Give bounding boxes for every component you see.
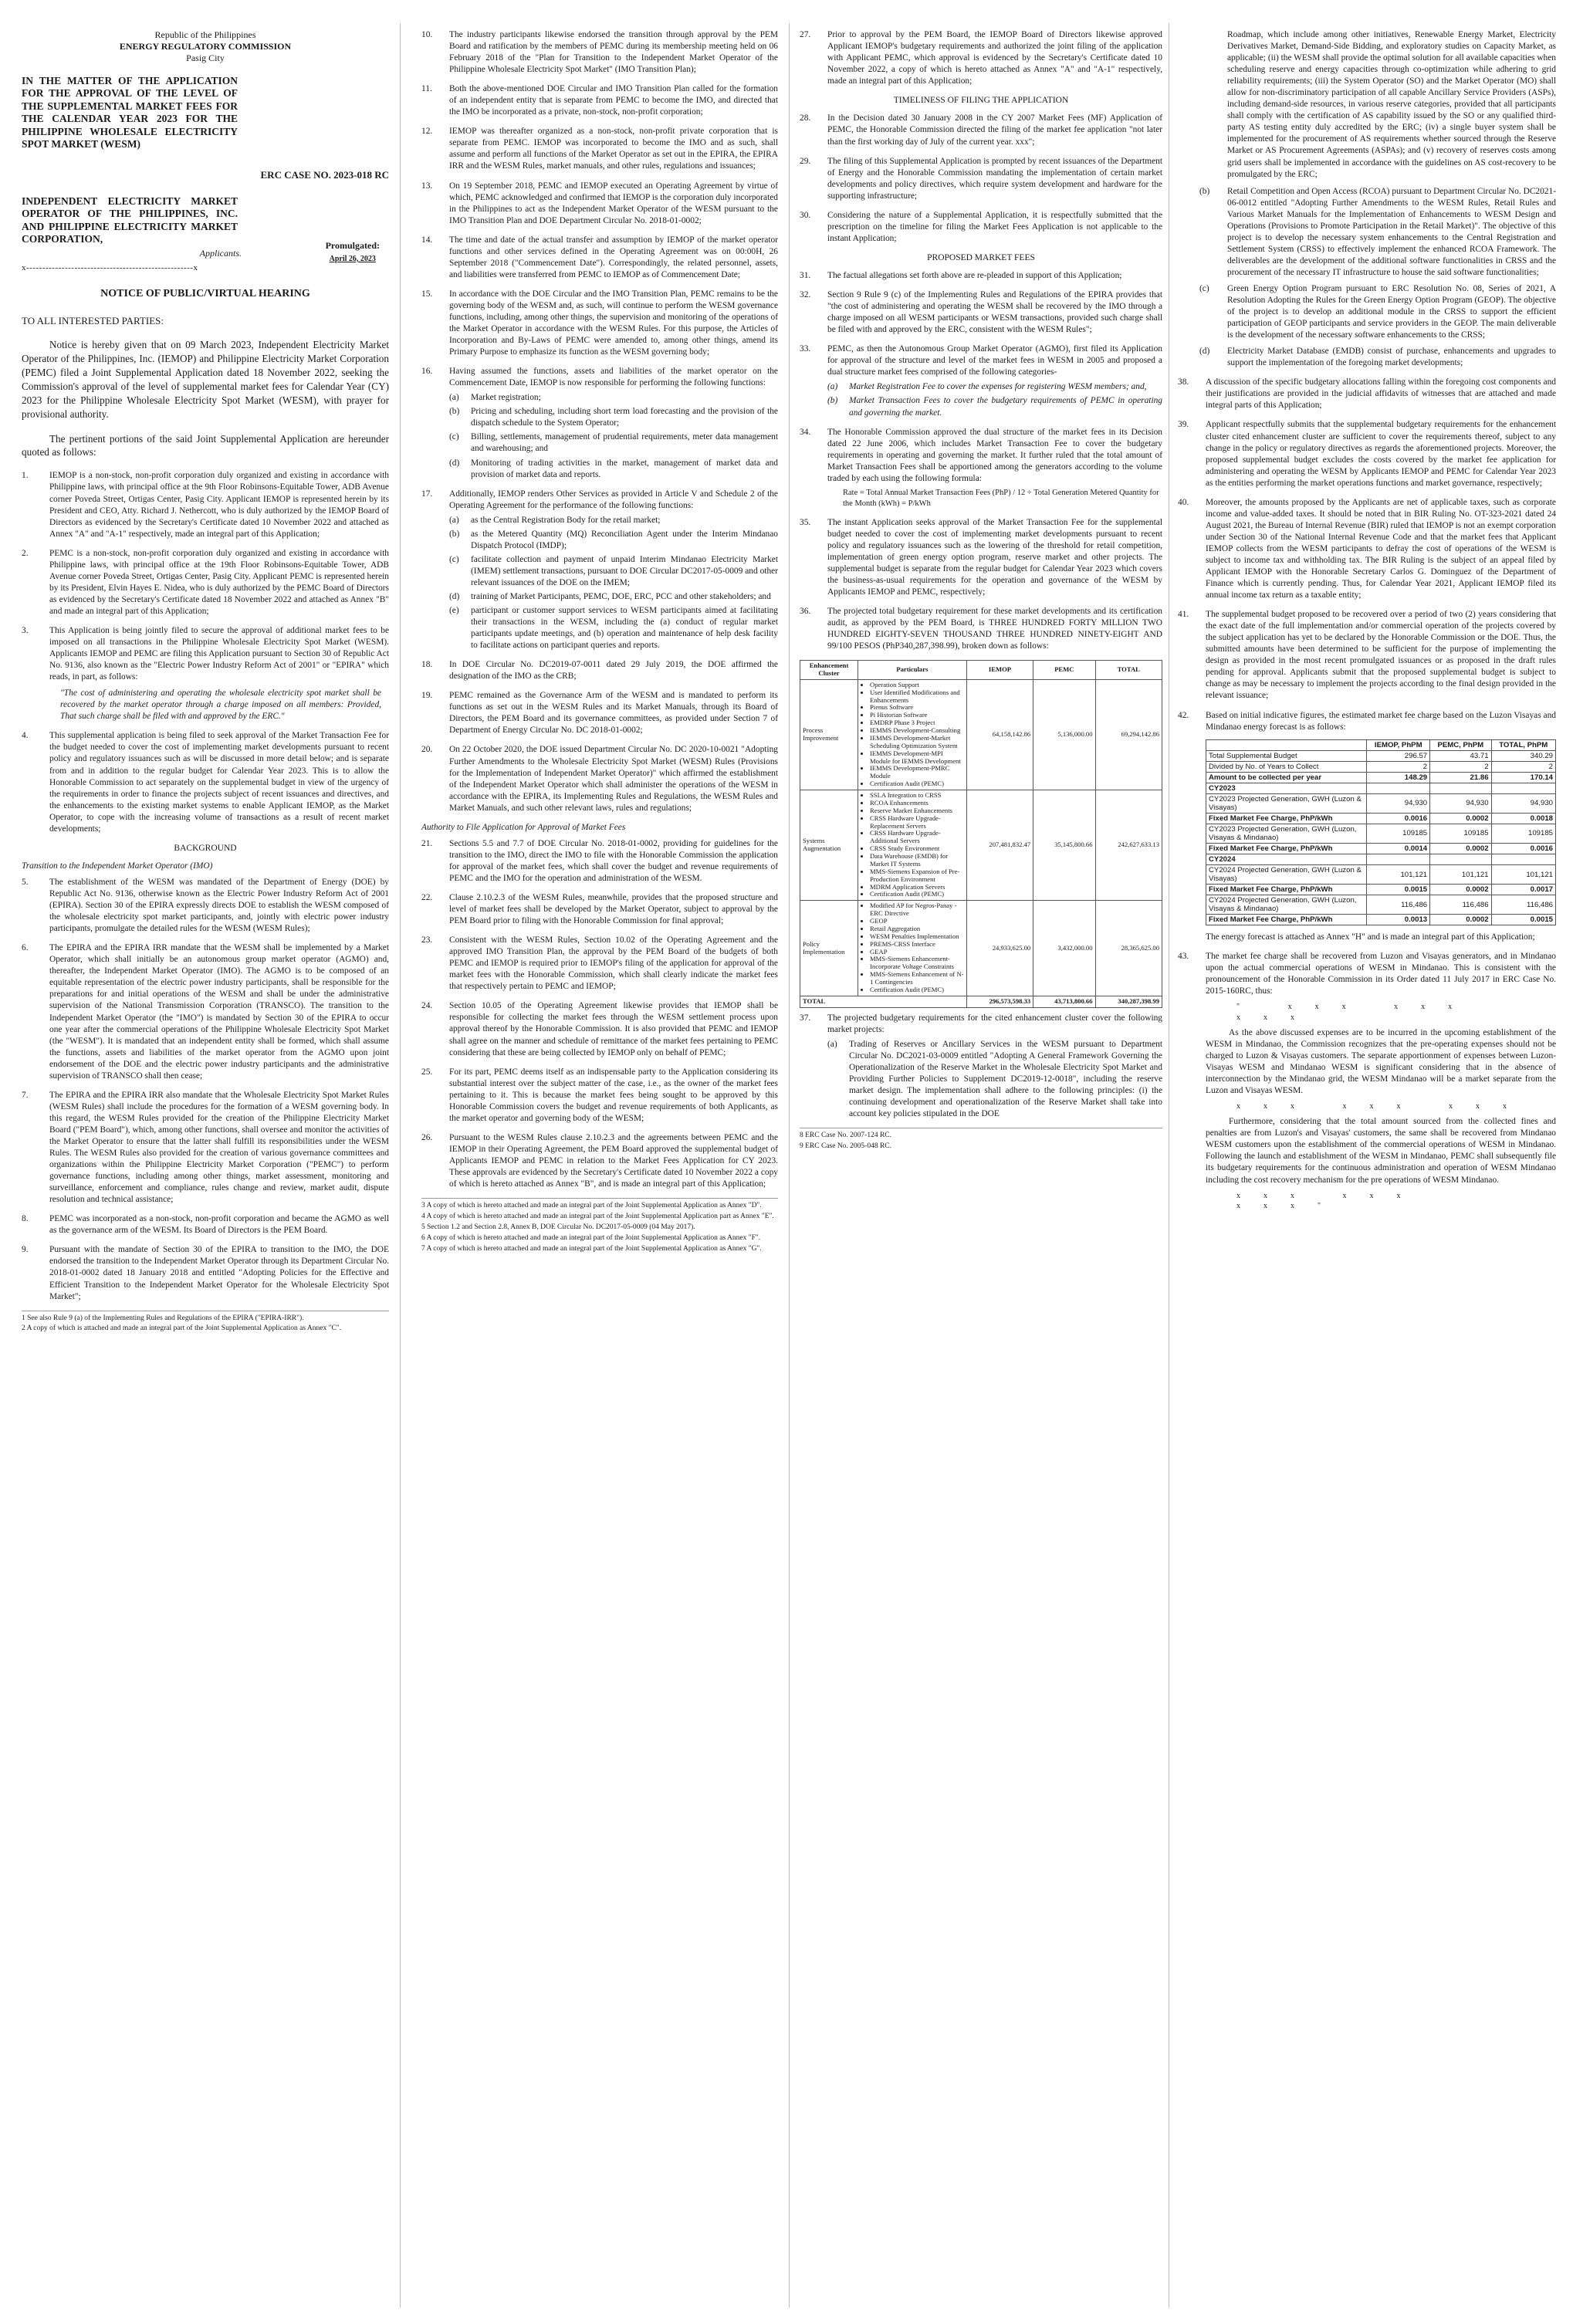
numbered-item: 23. Consistent with the WESM Rules, Section 10.02 of the Operating Agreement and the approved IMO Transition Plan, the approval by the PEM Board of the budgets of both PEMC and IEMOP is required prior to IEMOP's filing of the application for approval of the market fees with the Honorable Commission, which shall clearly indicate the market fees that respectively pertain to PEMC and IEMOP; bbox=[421, 935, 778, 993]
numbered-item: 31. The factual allegations set forth above are re-pleaded in support of this Application; bbox=[800, 270, 1162, 282]
table-row bbox=[1206, 843, 1556, 854]
table-row bbox=[1206, 813, 1556, 824]
column-4 bbox=[1178, 29, 1556, 1219]
pemc-cell: 0.0002 bbox=[1430, 915, 1491, 925]
list-item: • Modified AP for Negros-Panay - ERC Directive bbox=[870, 902, 964, 918]
item-text: This supplemental application is being filed to seek approval of the Market Transaction Fee for the budget needed to cover the cost of implementing market developments pursuant to recent policy and regulatory issuances such as will be discussed in more detail below; and is separate from and in addition to the regular budget for Calendar Year 2023. This is to allow the Honorable Commission to act separately on the supplemental budget in view of the urgency of the requirements in order to finance the projects subject of recent issuances and directives, and the enhancements to the existing market systems to enable Applicant IEMOP, as the Market Operator, to cope with the increasing volume of transactions as a result of recent market developments; bbox=[49, 731, 389, 834]
quoted-order-paragraph: As the above discussed expenses are to be incurred in the upcoming establishment of the WESM in Mindanao, the Commission recognizes that the pre-operating expenses should not be charged to Luzon & Visayas customers. The separate apportionment of expenses between Luzon-Visayas WESM and Mindanao WESM is significant considering that in the absence of interconnection by the Mindanao grid, the WESM Mindanao will be a market separate from the Luzon and Visayas WESM. bbox=[1206, 1027, 1556, 1096]
footnotes bbox=[22, 1311, 389, 1335]
item-text: PEMC, as then the Autonomous Group Market Operator (AGMO), first filed its Application for approval of the structure and level of the market fees in WESM in 2005 and proposed a dual structure market fees comprised of the following categories- bbox=[827, 344, 1162, 377]
item-text: On 19 September 2018, PEMC and IEMOP executed an Operating Agreement by virtue of which, PEMC acknowledged and confirmed that IEMOP is the corporation duly incorporated in the Philippines to act as the Independent Market Operator of the WESM pursuant to the IMO Transition Plan and DOE Department Circular No. 2018-01-0002; bbox=[449, 181, 778, 225]
parties-block bbox=[22, 195, 389, 263]
iemop-cell: 0.0014 bbox=[1367, 843, 1430, 854]
numbered-item: 11. Both the above-mentioned DOE Circular and IMO Transition Plan called for the formation of an independent entity that is separate from PEMC to become the IMO, and directed that the IMO be incorporated as a private, non-stock, non-profit corporation; bbox=[421, 83, 778, 118]
row-label: Fixed Market Fee Charge, PhP/kWh bbox=[1206, 885, 1367, 895]
column-header: IEMOP, PhPM bbox=[1367, 739, 1430, 750]
header-agency: ENERGY REGULATORY COMMISSION bbox=[119, 41, 292, 52]
cluster-cell: Process Improvement bbox=[800, 679, 858, 790]
total-label: TOTAL bbox=[800, 996, 967, 1007]
numbered-item: 33. PEMC, as then the Autonomous Group Market Operator (AGMO), first filed its Application for approval of the structure and level of the market fees in WESM in 2005 and proposed a dual structure market fees comprised of the following categories- (a) Market Registration Fee to cover the expenses for registering WESM members; and, (b) Market Transaction Fees to cover the budgetary requirements of PEMC in operating and governing the market. bbox=[800, 343, 1162, 418]
list-item: • Certification Audit (PEMC) bbox=[870, 891, 964, 898]
numbered-item: 32. Section 9 Rule 9 (c) of the Implementing Rules and Regulations of the EPIRA provides that "the cost of administering and operating the WESM shall be recovered by the IMO through a charge imposed on all WESM participants or WESM transactions, provided such charge shall be filed with and approved by the ERC, consistent with the WESM Rules"; bbox=[800, 289, 1162, 336]
item-text: For its part, PEMC deems itself as an indispensable party to the Application considering its substantial interest over the subject matter of the case, i.e., as the owner of the market fees pertaining to it. This is because the market fees being sought to be approved by this Honorable Commission covers the budget and revenue requirements of both Applicants, as the market operator and governing body of the WESM; bbox=[449, 1067, 778, 1123]
sub-list bbox=[449, 392, 778, 480]
subsection-heading: Transition to the Independent Market Operator (IMO) bbox=[22, 861, 213, 871]
total-cell: 0.0017 bbox=[1491, 885, 1555, 895]
sub-item: (d) Monitoring of trading activities in the market, management of market data and provision of market data and reports. bbox=[449, 458, 778, 479]
market-fee-table bbox=[1206, 739, 1556, 926]
item-text: Prior to approval by the PEM Board, the IEMOP Board of Directors likewise approved Applicant IEMOP's budgetary requirements and authorized the joint filing of the application with Applicant PEMC, which approval is evidenced by the Secretary's Certificate dated 10 November 2022, a copy of which is hereto attached as Annex "A" and "A-1" respectively, made an integral part of this Application; bbox=[827, 30, 1162, 86]
footnote: 5 Section 1.2 and Section 2.8, Annex B, DOE Circular No. DC2017-05-0009 (04 May 2017). bbox=[421, 1223, 695, 1231]
sub-item: (b) Market Transaction Fees to cover the budgetary requirements of PEMC in operating and governing the market. bbox=[827, 396, 1162, 418]
pemc-cell: 0.0002 bbox=[1430, 885, 1491, 895]
pemc-cell bbox=[1430, 783, 1491, 793]
table-row bbox=[1206, 854, 1556, 864]
list-item: • CRSS Hardware Upgrade-Replacement Servers bbox=[870, 815, 964, 830]
list-item: • Certification Audit (PEMC) bbox=[870, 986, 964, 994]
table-row bbox=[800, 679, 1162, 790]
item-text: The establishment of the WESM was mandated of the Department of Energy (DOE) by Republic Act No. 9136, otherwise known as the Electric Power Industry Reform Act of 2001 (EPIRA). Section 30 of the EPIRA expressly directs DOE to establish the WESM composed of the wholesale electricity spot market participants, and, jointly with electric power industry participants, promulgate the detailed rules for the WESM (WESM Rules); bbox=[49, 878, 389, 934]
row-label: CY2023 bbox=[1206, 783, 1367, 793]
list-item: • IEMMS Development-MPI Module for IEMMS Development bbox=[870, 750, 964, 766]
item-text: IEMOP is a non-stock, non-profit corporation duly organized and existing in accordance with Philippine laws, with principal office at the 9th Floor Robinsons-Equitable Tower, ADB Avenue corner Poveda Street, Ortigas Center, Pasig City. Applicant IEMOP is represented herein by its President and CEO, Atty. Richard J. Nethercott, who is duly authorized by the IEMOP Board of Directors as evidenced by the Secretary's Certificate dated 10 November 2022 and attached as Annex "A" and "A-1" respectively, made an integral part of this Application; bbox=[49, 471, 389, 539]
particulars-cell bbox=[858, 790, 967, 901]
table-row bbox=[1206, 885, 1556, 895]
sub-item-text: Electricity Market Database (EMDB) consist of purchase, enhancements and upgrades to support the implementation of the foregoing market developments; bbox=[1227, 347, 1556, 368]
list-item: • Data Warehouse (EMDB) for Market IT Systems bbox=[870, 853, 964, 868]
iemop-cell: 94,930 bbox=[1367, 793, 1430, 813]
item-continuation: Roadmap, which include among other initiatives, Renewable Energy Market, Electricity Derivatives Market, Demand-Side Bidding, and exploratory studies on Capacity Market, as applicable; (ii) the WESM shall provide the optimal solution for all available capacities when scheduling reserve and energy capacities through co-optimization while adhering to grid reliability requirements; (iii) the System Operator (SO) and the Market Operator (MO) shall allow for non-discriminatory participation of all capable Ancillary Service Providers (ASPs), including demand-side resources, in various reserve categories, provided that all participants shall comply with the certification of AS capability issued by the SO or any qualified third-party AS testing entity duly accredited by the ERC; (iv) a single buyer system shall be implemented for the procurement of AS requirements whether sourced through the Reserve Market or AS Procurement Agreements (ASPAs); and (v) recovery of reserves costs among grid users shall be implemented in accordance with the guidelines on AS cost-recovery to be promulgated by the ERC; bbox=[1227, 30, 1556, 179]
footnote: 3 A copy of which is hereto attached and made an integral part of the Joint Supplemental Application as Annex "D". bbox=[421, 1202, 762, 1210]
total-cell: 94,930 bbox=[1491, 793, 1555, 813]
sub-list bbox=[449, 515, 778, 652]
item-text: Consistent with the WESM Rules, Section 10.02 of the Operating Agreement and the approved IMO Transition Plan, the approval by the PEM Board of the budgets of both PEMC and IEMOP is required prior to IEMOP's filing of the application for approval of the market fees with the Honorable Commission, which shall clearly indicate the market fees that respectively pertain to PEMC and IEMOP; bbox=[449, 935, 778, 992]
numbered-item: 7. The EPIRA and the EPIRA IRR also mandate that the Wholesale Electricity Spot Market Rules (WESM Rules) shall include the procedures for the formation of a WESM governing body. In this regard, the WESM Rules provided for the creation of the Philippine Electricity Market Board ("PEM Board"), which, among other functions, shall oversee and monitor the activities of the Market Operator to ensure that the latter shall fulfill its responsibilities under the WESM Rules. The WESM Rules also provided for the creation of various governance committees and organizations within the Philippine Electricity Market Corporation ("PEMC") to perform governance functions, including among other things, market assessment, monitoring and surveillance, enforcement and compliance, rules change and review, market audit, dispute resolution and technical assistance; bbox=[22, 1090, 389, 1206]
total-cell bbox=[1491, 783, 1555, 793]
pemc-cell: 21.86 bbox=[1430, 772, 1491, 783]
total-cell: 28,365,625.00 bbox=[1095, 901, 1162, 996]
sub-item: (a) Market Registration Fee to cover the expenses for registering WESM members; and, bbox=[827, 382, 1147, 392]
numbered-item: 3. This Application is being jointly filed to secure the approval of additional market fees to be imposed on all transactions in the Philippine Wholesale Electricity Spot Market (WESM). Applicants IEMOP and PEMC are filing this Application pursuant to Section 30 of Republic Act No. 9136, also known as the "Electric Power Industry Reform Act of 2001" or "EPIRA" which reads, in part, as follows: "The cost of administering and operating the wholesale electricity spot market shall be recovered by the market operator through a charge imposed on all members: Provided, That such charge shall be filed with and approved by the ERC." bbox=[22, 625, 389, 722]
numbered-item: 20. On 22 October 2020, the DOE issued Department Circular No. DC 2020-10-0021 "Adopting Further Amendments to the Wholesale Electricity Spot Market (WESM) Rules (Provisions for the Implementation of Independent Market Operator)" which affirmed the establishment of the Independent Market Operator which shall administer the operations of the WESM in accordance with the EPIRA, its Implementing Rules and Regulations, the WESM Rules and Market Manuals, and such other relevant laws, rules and regulations; bbox=[421, 744, 778, 814]
numbered-item: 34. The Honorable Commission approved the dual structure of the market fees in its Decision dated 22 June 2006, which includes Market Transaction Fee to cover the budgetary requirements in operating and governing the market. It further ruled that the total amount of Market Transaction Fees shall be apportioned among the generators according to the volume traded by each using the following formula: Rate = Total Annual Market Transaction Fees (PhP) / 12 ÷ Total Generation Metered Quantity for the Month (kWh) = P/kWh bbox=[800, 427, 1162, 508]
numbered-item: 10. The industry participants likewise endorsed the transition through approval by the PEM Board and ratification by the members of PEMC during its membership meeting held on 06 February 2018 of the "Plan for Transition to the Independent Market Operator of the Philippine Wholesale Electricity Spot Market" (IMO Transition Plan); bbox=[421, 29, 778, 76]
numbered-item: 27. Prior to approval by the PEM Board, the IEMOP Board of Directors likewise approved Applicant IEMOP's budgetary requirements and authorized the joint filing of the application with Applicant PEMC, which approval is evidenced by the Secretary's Certificate dated 10 November 2022, a copy of which is hereto attached as Annex "A" and "A-1" respectively, made an integral part of this Application; bbox=[800, 29, 1162, 87]
particulars-cell bbox=[858, 901, 967, 996]
numbered-item: 37. The projected budgetary requirements for the cited enhancement cluster cover the following market projects: (a) Trading of Reserves or Ancillary Services in the WESM pursuant to Department Circular No. DC2021-03-0009 entitled "Adopting A General Framework Governing the Operationalization of the Reserve Market in the Wholesale Electricity Spot Market and Providing Further Policies to Supplement DC2019-12-0018", including the reserve market design. The implementation shall adhere to the following principles: (i) the continuing development and operationalization of the Reserve Market shall take into account key policies stipulated in the DOE bbox=[800, 1013, 1162, 1120]
numbered-item: 29. The filing of this Supplemental Application is prompted by recent issuances of the Department of Energy and the Honorable Commission mandating the implementation of certain market developments and policy directives, which require system development and hardware for the supporting infrastructure; bbox=[800, 156, 1162, 202]
row-label: Divided by No. of Years to Collect bbox=[1206, 761, 1367, 772]
pemc-cell: 94,930 bbox=[1430, 793, 1491, 813]
list-item: • EMDRP Phase 3 Project bbox=[870, 719, 964, 727]
total-cell: 242,627,633.13 bbox=[1095, 790, 1162, 901]
subsection-heading: Authority to File Application for Approval of Market Fees bbox=[421, 822, 626, 832]
list-item: • IEMMS Development-Consulting bbox=[870, 727, 964, 735]
item-text: The time and date of the actual transfer and assumption by IEMOP of the market operator functions and other services defined in the Operating Agreement was on 00:00H, 26 September 2018 ("Commencement Date"). Correspondingly, the related personnel, assets, and liabilities were transferred from PEMC to IEMOP as of Commencement Date; bbox=[449, 235, 778, 279]
notice-paragraph: Notice is hereby given that on 09 March 2023, Independent Electricity Market Operator of the Philippines, Inc. (IEMOP) and Philippine Electricity Market Corporation (PEMC) filed a Joint Supplemental Application dated 18 November 2022, seeking the Commission's approval of the level of supplemental market fees for Calendar Year (CY) 2023 for the Philippine Wholesale Electricity Spot Market (WESM), with prayer for provisional authority. bbox=[22, 338, 389, 420]
pemc-cell: 35,145,800.66 bbox=[1033, 790, 1095, 901]
list-item: • GEOP bbox=[870, 918, 964, 925]
column-header: TOTAL bbox=[1095, 661, 1162, 680]
numbered-item: 18. In DOE Circular No. DC2019-07-0011 dated 29 July 2019, the DOE affirmed the designation of the IMO as the CRB; bbox=[421, 659, 778, 682]
cluster-cell: Policy Implementation bbox=[800, 901, 858, 996]
total-iemop: 296,573,598.33 bbox=[966, 996, 1033, 1007]
column-header: Particulars bbox=[858, 661, 967, 680]
sub-item: (b) Pricing and scheduling, including short term load forecasting and the provision of the dispatch schedule to the System Operator; bbox=[449, 407, 778, 428]
pemc-cell: 5,136,000.00 bbox=[1033, 679, 1095, 790]
parties-names: INDEPENDENT ELECTRICITY MARKET OPERATOR OF THE PHILIPPINES, INC. AND PHILIPPINE ELECTRICITY MARKET CORPORATION, bbox=[22, 195, 238, 245]
numbered-item: 16. Having assumed the functions, assets and liabilities of the market operator on the Commencement Date, IEMOP is now responsible for performing the following functions: (a) Market registration; (b) Pricing and scheduling, including short term load forecasting and the provision of the dispatch schedule to the System Operator; (c) Billing, settlements, management of prudential requirements, meter data management and warehousing; and (d) Monitoring of trading activities in the market, management of market data and provision of market data and reports. bbox=[421, 366, 778, 480]
sub-item: (a) Trading of Reserves or Ancillary Services in the WESM pursuant to Department Circular No. DC2021-03-0009 entitled "Adopting A General Framework Governing the Operationalization of the Reserve Market in the Wholesale Electricity Spot Market and Providing Further Policies to Supplement DC2019-12-0018", including the reserve market design. The implementation shall adhere to the following principles: (i) the continuing development and operationalization of the Reserve Market shall take into account key policies stipulated in the DOE bbox=[827, 1039, 1162, 1119]
total-cell: 69,294,142.86 bbox=[1095, 679, 1162, 790]
column-header: PEMC bbox=[1033, 661, 1095, 680]
item-text: On 22 October 2020, the DOE issued Department Circular No. DC 2020-10-0021 "Adopting Further Amendments to the Wholesale Electricity Spot Market (WESM) Rules (Provisions for the Implementation of Independent Market Operator)" which affirmed the establishment of the Independent Market Operator which shall administer the operations of the WESM in accordance with the EPIRA, its Implementing Rules and Regulations, the WESM Rules and Market Manuals, and such other relevant laws, rules and regulations; bbox=[449, 745, 778, 813]
table-row bbox=[1206, 761, 1556, 772]
item-text: Clause 2.10.2.3 of the WESM Rules, meanwhile, provides that the proposed structure and level of market fees shall be developed by the Market Operator, subject to approval by the PEM Board prior to filing with the Honorable Commission for final approval; bbox=[449, 893, 778, 926]
sub-item: (b) as the Metered Quantity (MQ) Reconciliation Agent under the Interim Mindanao Dispatch Protocol (IMDP); bbox=[449, 529, 778, 550]
list-item: • IEMMS Development-Market Scheduling Optimization System bbox=[870, 735, 964, 750]
table-row bbox=[800, 790, 1162, 901]
case-number: ERC CASE NO. 2023-018 RC bbox=[260, 168, 389, 181]
notice-title: NOTICE OF PUBLIC/VIRTUAL HEARING bbox=[100, 288, 310, 300]
promulgated-block bbox=[326, 240, 380, 265]
item-text: PEMC remained as the Governance Arm of the WESM and is mandated to perform its functions as set out in the WESM Rules and its Market Manuals, through its Board of Directors, the PEM Board and its governance committees, as provided under Section 7 of Department of Energy Circular No. DC 2018-01-0002; bbox=[449, 691, 778, 736]
list-item: • CRSS Study Environment bbox=[870, 845, 964, 853]
numbered-item: 24. Section 10.05 of the Operating Agreement likewise provides that IEMOP shall be responsible for collecting the market fees through the WESM settlement process upon approval thereof by the Honorable Commission. It is also provided that PEMC and IEMOP shall agree on the manner and schedule of remittance of the market fees pertaining to PEMC considering that these are being collected by IEMOP only on behalf of PEMC; bbox=[421, 1000, 778, 1058]
iemop-cell: 116,486 bbox=[1367, 895, 1430, 915]
pemc-cell: 101,121 bbox=[1430, 865, 1491, 885]
item-text: In accordance with the DOE Circular and the IMO Transition Plan, PEMC remains to be the governing body of the WESM and, as such, will continue to perform the WESM governance functions, including, among other things, the supervision and monitoring of the operations of the Market Operator in accordance with the WESM Rules. For this purpose, the Articles of Incorporation and By-Laws of PEMC were amended to, among other things, amend its Primary Purpose to emphasize its function as the WESM governing body; bbox=[449, 289, 778, 357]
list-item: • WESM Penalties Implementation bbox=[870, 933, 964, 941]
numbered-item: 12. IEMOP was thereafter organized as a non-stock, non-profit private corporation that is separate from PEMC. IEMOP was incorporated to become the IMO and as such, shall assume and perform all functions of the Market Operator as set out in the EPIRA, the EPIRA IRR and the WESM Rules, market manuals, and other rules, regulations and issuances; bbox=[421, 126, 778, 172]
total-cell: 101,121 bbox=[1491, 865, 1555, 885]
total-cell: 116,486 bbox=[1491, 895, 1555, 915]
header-republic: Republic of the Philippines bbox=[154, 29, 256, 40]
total-cell: 170.14 bbox=[1491, 772, 1555, 783]
list-item: • SSLA Integration to CRSS bbox=[870, 792, 964, 800]
list-item: • Retail Aggregation bbox=[870, 925, 964, 933]
row-label: CY2024 Projected Generation, GWH (Luzon, Visayas & Mindanao) bbox=[1206, 895, 1367, 915]
column-header: PEMC, PhPM bbox=[1430, 739, 1491, 750]
ellipsis-marker: " xxx xxx xxx bbox=[1236, 1003, 1476, 1022]
total-total: 340,287,398.99 bbox=[1095, 996, 1162, 1007]
numbered-item: 19. PEMC remained as the Governance Arm of the WESM and is mandated to perform its functions as set out in the WESM Rules and its Market Manuals, through its Board of Directors, the PEM Board and its governance committees, as provided under Section 7 of Department of Energy Circular No. DC 2018-01-0002; bbox=[421, 690, 778, 736]
numbered-item: 30. Considering the nature of a Supplemental Application, it is respectfully submitted that the prescription on the timeline for filing the Market Fees Application is not applicable to the instant Application; bbox=[800, 210, 1162, 245]
rate-formula: Rate = Total Annual Market Transaction Fees (PhP) / 12 ÷ Total Generation Metered Quantity for the Month (kWh) = P/kWh bbox=[843, 488, 1159, 508]
numbered-item: 8. PEMC was incorporated as a non-stock, non-profit corporation and became the AGMO as well as the governance arm of the WESM. Its Board of Directors is the PEM Board. bbox=[22, 1213, 389, 1236]
list-item: • MMS-Siemens Enhancement-Incorporate Voltage Constraints bbox=[870, 956, 964, 971]
table-row bbox=[1206, 865, 1556, 885]
column-divider bbox=[400, 23, 401, 2308]
item-text: PEMC is a non-stock, non-profit corporation duly organized and existing in accordance with Philippine laws, with principal office at the 19th Floor Robinsons-Equitable Tower, ADB Avenue corner Poveda Street, Ortigas Center, Pasig City. Applicant PEMC is represented herein by its President, Elvin Hayes E. Nidea, who is duly authorized by the PEMC Board of Directors as evidenced by the Secretary's Certificate dated 18 November 2022 and attached as Annex "B" and made an integral part of this Application; bbox=[49, 548, 389, 616]
list-item: • Certification Audit (PEMC) bbox=[870, 780, 964, 788]
pemc-cell: 116,486 bbox=[1430, 895, 1491, 915]
sub-item: (d) training of Market Participants, PEMC, DOE, ERC, PCC and other stakeholders; and bbox=[449, 591, 771, 601]
numbered-item: 6. The EPIRA and the EPIRA IRR mandate that the WESM shall be implemented by a Market Operator, which shall initially be an autonomous group market operator (AGMO) and, thereafter, the Independent Market Operator (IMO). The AGMO is to be composed of an equitable representation of the electric power industry participants, shall be responsible for the preparations for and initial operations of the WESM and shall be under the administrative supervision of the National Transmission Corporation (TRANSCO). The transition to the Independent Market Operator (the "IMO") is mandated by Section 30 of the EPIRA to occur one year after the commercial operations of the Philippine Wholesale Electricity Spot Market (the "WESM"). It is mandated that an independent entity shall be formed, which shall assume the functions, assets and liabilities of the market operator from the AGMO upon joint endorsement of the DOE and the electric power industry participants and the administrative supervision of TRANSCO shall then cease; bbox=[22, 942, 389, 1082]
section-heading: TIMELINESS OF FILING THE APPLICATION bbox=[893, 96, 1069, 106]
footnote: 2 A copy of which is attached and made an integral part of the Joint Supplemental Application as Annex "C". bbox=[22, 1324, 342, 1333]
numbered-item: 1. IEMOP is a non-stock, non-profit corporation duly organized and existing in accordance with Philippine laws, with principal office at the 9th Floor Robinsons-Equitable Tower, ADB Avenue corner Poveda Street, Ortigas Center, Pasig City. Applicant IEMOP is represented herein by its President and CEO, Atty. Richard J. Nethercott, who is duly authorized by the IEMOP Board of Directors as evidenced by the Secretary's Certificate dated 10 November 2022 and attached as Annex "A" and "A-1" respectively, made an integral part of this Application; bbox=[22, 470, 389, 540]
numbered-item: 15. In accordance with the DOE Circular and the IMO Transition Plan, PEMC remains to be the governing body of the WESM and, as such, will continue to perform the WESM governance functions, including, among other things, the supervision and monitoring of the operations of the Market Operator in accordance with the WESM Rules. For this purpose, the Articles of Incorporation and By-Laws of PEMC were amended to, among other things, amend its Primary Purpose to emphasize its function as the WESM governing body; bbox=[421, 289, 778, 358]
item-text: Pursuant to the WESM Rules clause 2.10.2.3 and the agreements between PEMC and the IEMOP in their Operating Agreement, the PEM Board approved the supplemental budget of Applicants IEMOP and PEMC in relation to the Market Fees Application for CY 2023. These approvals are evidenced by the Secretary's Certificate dated 10 November 2022 a copy of which is hereto attached as Annex "B", and is made an integral part of this Application; bbox=[449, 1132, 778, 1189]
ellipsis-marker: xxx xxx xxx" bbox=[1236, 1191, 1424, 1210]
sub-item-text: Trading of Reserves or Ancillary Services in the WESM pursuant to Department Circular No. DC2021-03-0009 entitled "Adopting A General Framework Governing the Operationalization of the Reserve Market in the Wholesale Electricity Spot Market and Providing Further Policies to Supplement DC2019-12-0018", including the reserve market design. The implementation shall adhere to the following principles: (i) the continuing development and operationalization of the Reserve Market shall take into account key policies stipulated in the DOE bbox=[849, 1039, 1162, 1119]
footnote: 7 A copy of which is hereto attached and made an integral part of the Joint Supplemental Application as Annex "G". bbox=[421, 1244, 762, 1253]
list-item: • CRSS Hardware Upgrade-Additional Servers bbox=[870, 830, 964, 845]
item-text: PEMC was incorporated as a non-stock, non-profit corporation and became the AGMO as well as the governance arm of the WESM. Its Board of Directors is the PEM Board. bbox=[49, 1214, 389, 1236]
total-cell: 340.29 bbox=[1491, 750, 1555, 761]
table-row bbox=[1206, 895, 1556, 915]
item-text: The instant Application seeks approval of the Market Transaction Fee for the supplemental budget needed to cover the cost of implementing market developments pursuant to recent policy and regulatory issuances such as the lowering of the threshold for retail competition, implementation of green energy option program, reserve market and other projects. The supplemental budget is separate from the regular budget for Calendar Year 2023 which covers the business-as-usual requirements for the operation and governance of the WESM by Applicants IEMOP and PEMC, respectively; bbox=[827, 517, 1162, 597]
numbered-item: 21. Sections 5.5 and 7.7 of DOE Circular No. 2018-01-0002, providing for guidelines for the transition to the IMO, direct the IMO to file with the Honorable Commission the application for approval of the market fees, which shall cover the budget and revenue requirements of PEMC and the IMO for the operation and administration of the WESM. bbox=[421, 838, 778, 885]
numbered-item: 4. This supplemental application is being filed to seek approval of the Market Transaction Fee for the budget needed to cover the cost of implementing market developments pursuant to recent policy and regulatory issuances such as will be discussed in more detail below; and is separate from and in addition to the regular budget for Calendar Year 2023. This is to allow the Honorable Commission to act separately on the supplemental budget in view of the urgency of the requirements in order to finance the projects subject of recent issuances and directives, and the enhancements to the existing market systems to enable Applicant IEMOP, as the Market Operator, to cope with the increasing volume of transactions as a result of recent market developments; bbox=[22, 730, 389, 834]
item-text: Both the above-mentioned DOE Circular and IMO Transition Plan called for the formation of an independent entity that is separate from PEMC to become the IMO, and directed that the IMO be incorporated as a private, non-stock, non-profit corporation; bbox=[449, 84, 778, 117]
section-heading: BACKGROUND bbox=[174, 843, 237, 853]
iemop-cell: 0.0013 bbox=[1367, 915, 1430, 925]
table-row bbox=[1206, 793, 1556, 813]
item-text: The projected budgetary requirements for the cited enhancement cluster cover the following market projects: bbox=[827, 1013, 1162, 1034]
budget-table bbox=[800, 660, 1162, 1008]
list-item: • Operation Support bbox=[870, 682, 964, 689]
table-header-row bbox=[800, 661, 1162, 680]
list-item: • Reserve Market Enhancements bbox=[870, 807, 964, 815]
pemc-cell bbox=[1430, 854, 1491, 864]
total-row bbox=[800, 996, 1162, 1007]
pemc-cell: 3,432,000.00 bbox=[1033, 901, 1095, 996]
sub-item: (a) Market registration; bbox=[449, 393, 541, 403]
list-item: • MMS-Siemens Expansion of Pre-Production Environment bbox=[870, 868, 964, 884]
promulgated-label: Promulgated: bbox=[325, 239, 380, 251]
table-row bbox=[1206, 915, 1556, 925]
item-text: Considering the nature of a Supplemental Application, it is respectfully submitted that the prescription on the timeline for filing the Market Fees Application is not applicable to the instant Application; bbox=[827, 210, 1162, 243]
column-1 bbox=[22, 29, 389, 1335]
iemop-cell: 207,481,832.47 bbox=[966, 790, 1033, 901]
column-header: IEMOP bbox=[966, 661, 1033, 680]
item-text: A discussion of the specific budgetary allocations falling within the foregoing cost components and their justifications are provided in the judicial affidavits of witnesses that are attached and made integral parts of this Application; bbox=[1206, 377, 1556, 411]
iemop-cell: 0.0016 bbox=[1367, 813, 1430, 824]
iemop-cell: 296.57 bbox=[1367, 750, 1430, 761]
row-label: Total Supplemental Budget bbox=[1206, 750, 1367, 761]
quoted-order-paragraph: Furthermore, considering that the total amount sourced from the collected fines and penalties are from Luzon's and Visayas' customers, the same shall be recovered from Mindanao WESM customers upon the establishment of the commercial operations of WESM in Mindanao. Following the launch and establishment of the WESM in Mindanao, PEMC shall subsequently file its budgetary requirements for the continuous administration and operation of WESM Mindanao including the cost recovery mechanism for the pre operations of WESM Mindanao. bbox=[1206, 1117, 1556, 1185]
list-item: • MDRM Application Servers bbox=[870, 884, 964, 891]
numbered-item: 43. The market fee charge shall be recovered from Luzon and Visayas generators, and in Mindanao upon the actual commercial operations of WESM in Mindanao. This is consistent with the pronouncement of the Honorable Commission in its Order dated 11 July 2017 in ERC Case No. 2015-160RC, thus: " xxx xxx xxx As the above discussed expenses are to be incurred in the upcoming establishment of the WESM in Mindanao, the Commission recognizes that the pre-operating expenses should not be charged to Luzon & Visayas customers. The separate apportionment of expenses between Luzon-Visayas WESM and Mindanao WESM is significant considering that in the absence of interconnection by the Mindanao grid, the WESM Mindanao will be a market separate from the Luzon and Visayas WESM. xxx xxx xxx Furthermore, considering that the total amount sourced from the collected fines and penalties are from Luzon's and Visayas' customers, the same shall be recovered from Mindanao WESM customers upon the establishment of the commercial operations of WESM in Mindanao. Following the launch and establishment of the WESM in Mindanao, PEMC shall subsequently file its budgetary requirements for the continuous administration and operation of WESM Mindanao including the cost recovery mechanism for the pre operations of WESM Mindanao. xxx xxx xxx" bbox=[1178, 952, 1556, 1210]
pemc-cell: 109185 bbox=[1430, 824, 1491, 843]
numbered-item: 26. Pursuant to the WESM Rules clause 2.10.2.3 and the agreements between PEMC and the IEMOP in their Operating Agreement, the PEM Board approved the supplemental budget of Applicants IEMOP and PEMC in relation to the Market Fees Application for CY 2023. These approvals are evidenced by the Secretary's Certificate dated 10 November 2022 a copy of which is hereto attached as Annex "B", and is made an integral part of this Application; bbox=[421, 1132, 778, 1190]
table-row bbox=[800, 901, 1162, 996]
numbered-item: 35. The instant Application seeks approval of the Market Transaction Fee for the supplemental budget needed to cover the cost of implementing market developments pursuant to recent policy and regulatory issuances such as the lowering of the threshold for retail competition, implementation of green energy option program, reserve market and other projects. The supplemental budget is separate from the regular budget for Calendar Year 2023 which covers the business-as-usual requirements for the operation and governance of the WESM by Applicants IEMOP and PEMC, respectively; bbox=[800, 517, 1162, 598]
cluster-cell: Systems Augmentation bbox=[800, 790, 858, 901]
item-text: The supplemental budget proposed to be recovered over a period of two (2) years considering that the exact date of the full implementation and/or commercial operation of the projects covered by the subject application has yet to be declared by the Honorable Commission or the DOE. Thus, the submitted amounts have been determined to be sufficient for the purpose of implementing the design as provided in the most recent promulgated issuances or as proposed in the draft rules pending for approval. Applicants submit that the proposed supplemental budget is subject to change as may be necessary to implement the projects according to the final design provided in the relevant issuance; bbox=[1206, 610, 1556, 701]
sub-item-text: Green Energy Option Program pursuant to ERC Resolution No. 08, Series of 2021, A Resolution Adopting the Rules for the Green Energy Option Program (GEOP). The objective of the project is to develop an additional module in the CRSS to support the efficient participation of GEOP participants and service providers in the GEOP. The main deliverable is the development of the necessary software enhancements to the CRSS; bbox=[1227, 283, 1556, 340]
item-text: IEMOP was thereafter organized as a non-stock, non-profit private corporation that is separate from PEMC. IEMOP was incorporated to become the IMO and as such, shall assume and perform all functions of the Market Operator as set out in the EPIRA, the EPIRA IRR and the WESM Rules, market manuals, and other rules, regulations and issuances; bbox=[449, 127, 778, 171]
table-header-row bbox=[1206, 739, 1556, 750]
row-label: Amount to be collected per year bbox=[1206, 772, 1367, 783]
table-row bbox=[1206, 750, 1556, 761]
item-text: The market fee charge shall be recovered from Luzon and Visayas generators, and in Mindanao upon the actual commercial operations of WESM in Mindanao. This is consistent with the pronouncement of the Honorable Commission in its Order dated 11 July 2017 in ERC Case No. 2015-160RC, thus: bbox=[1206, 952, 1556, 996]
list-item: • MMS-Siemens Enhancement of N-1 Contingencies bbox=[870, 971, 964, 986]
iemop-cell: 101,121 bbox=[1367, 865, 1430, 885]
numbered-item: 5. The establishment of the WESM was mandated of the Department of Energy (DOE) by Republic Act No. 9136, otherwise known as the Electric Power Industry Reform Act of 2001 (EPIRA). Section 30 of the EPIRA expressly directs DOE to establish the WESM composed of the wholesale electricity spot market participants, and, jointly with electric power industry participants, promulgate the detailed rules for the WESM (WESM Rules); bbox=[22, 877, 389, 935]
item-text: Applicant respectfully submits that the supplemental budgetary requirements for the enhancement cluster cited enhancement cluster are sufficient to cover the requirements thereof, subject to any change in the policy or regulatory directives as regards the aforementioned projects. Moreover, the proposed supplemental budget excludes the costs covered by the market fee application for administering and operating the WESM by Applicants IEMOP and PEMC for Calendar Year 2023 as the entities performing the market operations functions and market governance, respectively; bbox=[1206, 420, 1556, 488]
footnote: 8 ERC Case No. 2007-124 RC. bbox=[800, 1132, 892, 1140]
total-cell: 0.0016 bbox=[1491, 843, 1555, 854]
item-text: This Application is being jointly filed to secure the approval of additional market fees to be imposed on all transactions in the Philippine Wholesale Electricity Spot Market (WESM). Applicants IEMOP and PEMC are filing this Application pursuant to Section 30 of Republic Act No. 9136, also known as the "Electric Power Industry Reform Act of 2001" or "EPIRA" which reads, in part, as follows: bbox=[49, 626, 389, 682]
pemc-cell: 43.71 bbox=[1430, 750, 1491, 761]
footnote: 6 A copy of which is hereto attached and made an integral part of the Joint Supplemental Application as Annex "F". bbox=[421, 1233, 761, 1242]
promulgated-date: April 26, 2023 bbox=[329, 254, 376, 263]
total-cell: 2 bbox=[1491, 761, 1555, 772]
iemop-cell: 64,158,142.86 bbox=[966, 679, 1033, 790]
row-label: Fixed Market Fee Charge, PhP/kWh bbox=[1206, 813, 1367, 824]
item-text: The filing of this Supplemental Application is prompted by recent issuances of the Department of Energy and the Honorable Commission mandating the implementation of certain market developments and policy directives, which require system development and hardware for the supporting infrastructure; bbox=[827, 156, 1162, 201]
list-item: • Pienus Software bbox=[870, 704, 964, 712]
column-header: TOTAL, PhPM bbox=[1491, 739, 1555, 750]
item-text: Having assumed the functions, assets and liabilities of the market operator on the Commencement Date, IEMOP is now responsible for performing the following functions: bbox=[449, 367, 778, 388]
table-row bbox=[1206, 772, 1556, 783]
energy-forecast-note: The energy forecast is attached as Annex "H" and is made an integral part of this Application; bbox=[1206, 932, 1535, 942]
item-text: Pursuant with the mandate of Section 30 of the EPIRA to transition to the IMO, the DOE endorsed the transition to the Independent Market Operator through its Department Circular No. 2018-01-0002 dated 18 January 2018 and entitled "Adopting Policies for the Effective and Efficient Transition to the Independent Market Operator for the Wholesale Electricity Spot Market"; bbox=[49, 1245, 389, 1301]
sub-item: (c) Billing, settlements, management of prudential requirements, meter data management and warehousing; and bbox=[449, 432, 778, 454]
pemc-cell: 0.0002 bbox=[1430, 843, 1491, 854]
sub-item-text: Retail Competition and Open Access (RCOA) pursuant to Department Circular No. DC2021-06-0012 entitled "Adopting Further Amendments to the WESM Rules, Retail Rules and Various Market Manuals for the Implementation of Enhancements to WESM Design and Operations (Provisions to Promote Participation in the Retail Market)". The objective of this project is to develop the necessary system enhancements to the Central Registration and Settlement System (CRSS) to effectively implement the enhanced RCOA Framework. The deliverables are the development of the additional software functionalities in CRSS and the procurement of the necessary IT infrastructure to house the said software functionalities; bbox=[1227, 186, 1556, 277]
sub-item: (d) Electricity Market Database (EMDB) consist of purchase, enhancements and upgrades to support the implementation of the foregoing market developments; bbox=[1199, 347, 1556, 368]
item-text: Additionally, IEMOP renders Other Services as provided in Article V and Schedule 2 of the Operating Agreement for the performance of the following functions: bbox=[449, 489, 778, 510]
row-label: Fixed Market Fee Charge, PhP/kWh bbox=[1206, 843, 1367, 854]
footnote: 4 A copy of which is hereto attached and made an integral part of the Joint Supplemental Application part as Annex "E". bbox=[421, 1212, 774, 1220]
numbered-item: 22. Clause 2.10.2.3 of the WESM Rules, meanwhile, provides that the proposed structure and level of market fees shall be developed by the Market Operator, subject to approval by the PEM Board prior to filing with the Honorable Commission for final approval; bbox=[421, 892, 778, 927]
iemop-cell bbox=[1367, 854, 1430, 864]
item-text: Moreover, the amounts proposed by the Applicants are net of applicable taxes, such as corporate income and value-added taxes. It should be noted that in BIR Ruling No. OT-323-2021 dated 24 August 2021, the Bureau of Internal Revenue (BIR) ruled that IEMOP is not an exempt corporation under Section 30 of the National Internal Revenue Code and that the market fees that Applicant IEMOP collects from the WESM participants to defray the cost of operations of the WESM is subject to income tax and withholding tax. The BIR Ruling is the subject of an appeal filed by Applicant IEMOP with the Honorable Secretary Carlos G. Dominguez of the Department of Finance which is currently pending. Thus, for Calendar Year 2021, Applicant IEMOP filed its annual income tax return as a taxable entity; bbox=[1206, 497, 1556, 600]
applicants-label: Applicants. bbox=[199, 247, 242, 259]
item-text: The factual allegations set forth above are re-pleaded in support of this Application; bbox=[827, 271, 1122, 281]
list-item: • RCOA Enhancements bbox=[870, 800, 964, 807]
pertinent-paragraph: The pertinent portions of the said Joint Supplemental Application are hereunder quoted as follows: bbox=[22, 432, 389, 458]
header-city: Pasig City bbox=[186, 52, 225, 63]
separator-line: x----------------------------------------------------x bbox=[22, 262, 198, 272]
item-text: The EPIRA and the EPIRA IRR mandate that the WESM shall be implemented by a Market Operator, which shall initially be an autonomous group market operator (AGMO) and, thereafter, the Independent Market Operator (IMO). The AGMO is to be composed of an equitable representation of the electric power industry participants, shall be responsible for the preparations for and initial operations of the WESM and shall be under the administrative supervision of the National Transmission Corporation (TRANSCO). The transition to the Independent Market Operator (the "IMO") is mandated by Section 30 of the EPIRA to occur one year after the commercial operations of the Philippine Wholesale Electricity Spot Market (the "WESM"). It is mandated that an independent entity shall be formed, which shall assume the functions, assets and liabilities of the market operator from the AGMO upon joint endorsement of the DOE and the electric power industry participants and the administrative supervision of TRANSCO shall then cease; bbox=[49, 943, 389, 1081]
list-item: • User Identified Modifications and Enhancements bbox=[870, 689, 964, 705]
numbered-item: 40. Moreover, the amounts proposed by the Applicants are net of applicable taxes, such as corporate income and value-added taxes. It should be noted that in BIR Ruling No. OT-323-2021 dated 24 August 2021, the Bureau of Internal Revenue (BIR) ruled that IEMOP is not an exempt corporation under Section 30 of the National Internal Revenue Code and that the market fees that Applicant IEMOP collects from the WESM participants to defray the cost of operations of the WESM is subject to income tax and withholding tax. The BIR Ruling is the subject of an appeal filed by Applicant IEMOP with the Honorable Secretary Carlos G. Dominguez of the Department of Finance which is currently pending. Thus, for Calendar Year 2021, Applicant IEMOP filed its annual income tax return as a taxable entity; bbox=[1178, 497, 1556, 601]
pemc-cell: 0.0002 bbox=[1430, 813, 1491, 824]
iemop-cell: 148.29 bbox=[1367, 772, 1430, 783]
row-label: CY2023 Projected Generation, GWH (Luzon & Visayas) bbox=[1206, 793, 1367, 813]
numbered-item: 14. The time and date of the actual transfer and assumption by IEMOP of the market operator functions and other services defined in the Operating Agreement was on 00:00H, 26 September 2018 ("Commencement Date"). Correspondingly, the related personnel, assets, and liabilities were transferred from PEMC to IEMOP as of Commencement Date; bbox=[421, 235, 778, 281]
row-label: Fixed Market Fee Charge, PhP/kWh bbox=[1206, 915, 1367, 925]
iemop-cell: 109185 bbox=[1367, 824, 1430, 843]
list-item: • IEMMS Development-PMRC Module bbox=[870, 765, 964, 780]
item-text: The projected total budgetary requirement for these market developments and its certification audit, as approved by the PEM Board, is THREE HUNDRED FORTY MILLION TWO HUNDRED EIGHTY-SEVEN THOUSAND THREE HUNDRED NINETY-EIGHT AND 99/100 PESOS (PhP340,287,398.99), broken down as follows: bbox=[827, 606, 1162, 651]
item-text: The EPIRA and the EPIRA IRR also mandate that the Wholesale Electricity Spot Market Rules (WESM Rules) shall include the procedures for the formation of a WESM governing body. In this regard, the WESM Rules provided for the creation of the Philippine Electricity Market Board ("PEM Board"), which, among other functions, shall oversee and monitor the activities of the Market Operator to ensure that the latter shall fulfill its responsibilities under the WESM Rules. The WESM Rules also provided for the creation of various governance committees and organizations within the Philippine Electricity Market Corporation ("PEMC") to perform governance functions, including among other things, market assessment, monitoring and surveillance, enforcement and compliance, rules change and review, market audit, dispute resolution and technical assistance; bbox=[49, 1090, 389, 1205]
total-cell: 109185 bbox=[1491, 824, 1555, 843]
item-text: In the Decision dated 30 January 2008 in the CY 2007 Market Fees (MF) Application of PEMC, the Honorable Commission directed the filing of the market fee application "not later than the first working day of July of the current year. xxx"; bbox=[827, 113, 1162, 147]
sub-item: (a) as the Central Registration Body for the retail market; bbox=[449, 515, 661, 525]
column-header bbox=[1206, 739, 1367, 750]
iemop-cell: 2 bbox=[1367, 761, 1430, 772]
sub-item: (c) facilitate collection and payment of unpaid Interim Mindanao Electricity Market (IMEM) settlement transactions, pursuant to DOE Circular DC2017-05-0009 and other relevant issuances of the DOE on the IMEM; bbox=[449, 554, 778, 587]
list-item: • GEAP bbox=[870, 949, 964, 956]
epira-quote: "The cost of administering and operating the wholesale electricity spot market shall be recovered by the market operator through a charge imposed on all members: Provided, That such charge shall be filed with and approved by the ERC." bbox=[60, 688, 381, 722]
list-item: • Pi Historian Software bbox=[870, 712, 964, 719]
total-pemc: 43,713,800.66 bbox=[1033, 996, 1095, 1007]
numbered-item: 41. The supplemental budget proposed to be recovered over a period of two (2) years considering that the exact date of the full implementation and/or commercial operation of the projects covered by the subject application has yet to be declared by the Honorable Commission or the DOE. Thus, the submitted amounts have been determined to be sufficient for the purpose of implementing the design as provided in the most recent promulgated issuances or as proposed in the draft rules pending for approval. Applicants submit that the proposed supplemental budget is subject to change as may be necessary to implement the projects according to the final design provided in the relevant issuance; bbox=[1178, 609, 1556, 702]
footnotes bbox=[421, 1198, 778, 1253]
item-text: The industry participants likewise endorsed the transition through approval by the PEM Board and ratification by the members of PEMC during its membership meeting held on 06 February 2018 of the "Plan for Transition to the Independent Market Operator of the Philippine Wholesale Electricity Spot Market" (IMO Transition Plan); bbox=[449, 30, 778, 75]
table-row bbox=[1206, 824, 1556, 843]
iemop-cell bbox=[1367, 783, 1430, 793]
numbered-item: 2. PEMC is a non-stock, non-profit corporation duly organized and existing in accordance with Philippine laws, with principal office at the 19th Floor Robinsons-Equitable Tower, ADB Avenue corner Poveda Street, Ortigas Center, Pasig City. Applicant PEMC is represented herein by its President, Elvin Hayes E. Nidea, who is duly authorized by the PEMC Board of Directors as evidenced by the Secretary's Certificate dated 18 November 2022 and attached as Annex "B" and made an integral part of this Application; bbox=[22, 548, 389, 617]
sub-item: (e) participant or customer support services to WESM participants aimed at facilitating their transactions in the WESM, including the (a) conduct of regular market participants update meetings, and (b) operation and maintenance of help desk facility to facilitate actions on participant queries and reports. bbox=[449, 606, 778, 651]
pemc-cell: 2 bbox=[1430, 761, 1491, 772]
section-heading: PROPOSED MARKET FEES bbox=[927, 252, 1035, 262]
table-row bbox=[1206, 783, 1556, 793]
total-cell bbox=[1491, 854, 1555, 864]
sub-item: (c) Green Energy Option Program pursuant to ERC Resolution No. 08, Series of 2021, A Resolution Adopting the Rules for the Green Energy Option Program (GEOP). The objective of the project is to develop an additional module in the CRSS to support the efficient participation of GEOP participants and service providers in the GEOP. The main deliverable is the development of the necessary software enhancements to the CRSS; bbox=[1199, 283, 1556, 340]
item-text: Section 10.05 of the Operating Agreement likewise provides that IEMOP shall be responsible for collecting the market fees through the WESM settlement process upon approval thereof by the Honorable Commission. It is also provided that PEMC and IEMOP shall agree on the manner and schedule of remittance of the market fees pertaining to PEMC considering that these are being collected by IEMOP only on behalf of PEMC; bbox=[449, 1001, 778, 1057]
column-divider bbox=[789, 23, 790, 2308]
item-text: Section 9 Rule 9 (c) of the Implementing Rules and Regulations of the EPIRA provides that "the cost of administering and operating the WESM shall be recovered by the IMO through a charge imposed on all WESM participants or WESM transactions, provided such charge shall be filed with and approved by the ERC, consistent with the WESM Rules"; bbox=[827, 290, 1162, 335]
iemop-cell: 24,933,625.00 bbox=[966, 901, 1033, 996]
numbered-item: 42. Based on initial indicative figures, the estimated market fee charge based on the Luzon Visayas and Mindanao energy forecast is as follows: IEMOP, PhPM PEMC, PhPM TOTAL, PhPM Total Supplemental Budget 296.57 43.71 340.29 Divided by No. of Years to Collect 2 2 2 Amount to be collected per year 148.29 21.86 170.14 CY2023 CY2023 Projected Generation, GWH (Luzon & Visayas) 94,930 94,930 94,930 Fixed Market Fee Charge, PhP/kWh 0.0016 0.0002 0.0018 CY2023 Projected Generation, GWH (Luzon, Visayas & Mindanao) 109185 109185 109185 Fixed Market Fee Charge, PhP/kWh 0.0014 0.0002 0.0016 CY2024 CY2024 Projected Generation, GWH (Luzon & Visayas) 101,121 101,121 101,121 Fixed Market Fee Charge, PhP/kWh 0.0015 0.0002 0.0017 CY2024 Projected Generation, GWH (Luzon, Visayas & Mindanao) 116,486 116,486 116,486 Fixed Market Fee Charge, PhP/kWh 0.0013 0.0002 0.0015 The energy forecast is attached as Annex "H" and is made an integral part of this Application; bbox=[1178, 710, 1556, 944]
sub-item: (b) Retail Competition and Open Access (RCOA) pursuant to Department Circular No. DC2021-06-0012 entitled "Adopting Further Amendments to the WESM Rules, Retail Rules and Various Market Manuals for the Implementation of Enhancements to WESM Design and Operations (Provisions to Promote Participation in the Retail Market)". The objective of this project is to develop the necessary system enhancements to the Central Registration and Settlement System (CRSS) to effectively implement the enhanced RCOA Framework. The deliverables are the development of the additional software functionalities in CRSS and the procurement of the necessary IT infrastructure to house the said software functionalities; bbox=[1199, 186, 1556, 277]
total-cell: 0.0015 bbox=[1491, 915, 1555, 925]
to-all-parties: TO ALL INTERESTED PARTIES: bbox=[22, 314, 164, 326]
column-2 bbox=[421, 29, 778, 1255]
total-cell: 0.0018 bbox=[1491, 813, 1555, 824]
footnote: 1 See also Rule 9 (a) of the Implementing Rules and Regulations of the EPIRA ("EPIRA-IRR"). bbox=[22, 1314, 304, 1322]
numbered-item: 36. The projected total budgetary requirement for these market developments and its certification audit, as approved by the PEM Board, is THREE HUNDRED FORTY MILLION TWO HUNDRED EIGHTY-SEVEN THOUSAND THREE HUNDRED NINETY-EIGHT AND 99/100 PESOS (PhP340,287,398.99), broken down as follows: bbox=[800, 606, 1162, 652]
item-text: The Honorable Commission approved the dual structure of the market fees in its Decision dated 22 June 2006, which includes Market Transaction Fee to cover the budgetary requirements in operating and governing the market. It further ruled that the total amount of Market Transaction Fees shall be apportioned among the generators according to the volume traded by each using the following formula: bbox=[827, 427, 1162, 483]
footnotes bbox=[800, 1128, 1162, 1152]
column-header: Enhancement Cluster bbox=[800, 661, 858, 680]
iemop-cell: 0.0015 bbox=[1367, 885, 1430, 895]
list-item: • PREMS-CRSS Interface bbox=[870, 941, 964, 949]
row-label: CY2024 Projected Generation, GWH (Luzon & Visayas) bbox=[1206, 865, 1367, 885]
numbered-item: 9. Pursuant with the mandate of Section 30 of the EPIRA to transition to the IMO, the DOE endorsed the transition to the Independent Market Operator through its Department Circular No. 2018-01-0002 dated 18 January 2018 and entitled "Adopting Policies for the Effective and Efficient Transition to the Independent Market Operator for the Wholesale Electricity Spot Market"; bbox=[22, 1244, 389, 1302]
case-caption: IN THE MATTER OF THE APPLICATION FOR THE APPROVAL OF THE LEVEL OF THE SUPPLEMENTAL MARKET FEES FOR THE CALENDAR YEAR 2023 FOR THE PHILIPPINE WHOLESALE ELECTRICITY SPOT MARKET (WESM) bbox=[22, 75, 238, 151]
numbered-item: 17. Additionally, IEMOP renders Other Services as provided in Article V and Schedule 2 of the Operating Agreement for the performance of the following functions: (a) as the Central Registration Body for the retail market; (b) as the Metered Quantity (MQ) Reconciliation Agent under the Interim Mindanao Dispatch Protocol (IMDP); (c) facilitate collection and payment of unpaid Interim Mindanao Electricity Market (IMEM) settlement transactions, pursuant to DOE Circular DC2017-05-0009 and other relevant issuances of the DOE on the IMEM; (d) training of Market Participants, PEMC, DOE, ERC, PCC and other stakeholders; and (e) participant or customer support services to WESM participants aimed at facilitating their transactions in the WESM, including the (a) conduct of regular market participants update meetings, and (b) operation and maintenance of help desk facility to facilitate actions on participant queries and reports. bbox=[421, 489, 778, 652]
numbered-item: 25. For its part, PEMC deems itself as an indispensable party to the Application considering its substantial interest over the subject matter of the case, i.e., as the owner of the market fees pertaining to it. This is because the market fees being sought to be approved by this Honorable Commission covers the budget and revenue requirements of both Applicants, as the market operator and governing body of the WESM; bbox=[421, 1067, 778, 1125]
ellipsis-marker: xxx xxx xxx bbox=[1236, 1102, 1530, 1111]
particulars-cell bbox=[858, 679, 967, 790]
numbered-item: 39. Applicant respectfully submits that the supplemental budgetary requirements for the enhancement cluster cited enhancement cluster are sufficient to cover the requirements thereof, subject to any change in the policy or regulatory directives as regards the aforementioned projects. Moreover, the proposed supplemental budget excludes the costs covered by the market fee application for administering and operating the WESM by Applicants IEMOP and PEMC for Calendar Year 2023 as the entities performing the market operations functions and market governance, respectively; bbox=[1178, 419, 1556, 489]
item-text: Sections 5.5 and 7.7 of DOE Circular No. 2018-01-0002, providing for guidelines for the transition to the IMO, direct the IMO to file with the Honorable Commission the application for approval of the market fees, which shall cover the budget and revenue requirements of PEMC and the IMO for the operation and administration of the WESM. bbox=[449, 838, 778, 883]
row-label: CY2024 bbox=[1206, 854, 1367, 864]
numbered-item: 13. On 19 September 2018, PEMC and IEMOP executed an Operating Agreement by virtue of which, PEMC acknowledged and confirmed that IEMOP is the corporation duly incorporated in the Philippines to act as the Independent Market Operator of the WESM pursuant to the IMO Transition Plan and DOE Department Circular No. 2018-01-0002; bbox=[421, 181, 778, 227]
numbered-item: 28. In the Decision dated 30 January 2008 in the CY 2007 Market Fees (MF) Application of PEMC, the Honorable Commission directed the filing of the market fee application "not later than the first working day of July of the current year. xxx"; bbox=[800, 113, 1162, 147]
row-label: CY2023 Projected Generation, GWH (Luzon, Visayas & Mindanao) bbox=[1206, 824, 1367, 843]
column-3 bbox=[800, 29, 1162, 1153]
numbered-item: 38. A discussion of the specific budgetary allocations falling within the foregoing cost components and their justifications are provided in the judicial affidavits of witnesses that are attached and made integral parts of this Application; bbox=[1178, 377, 1556, 411]
footnote: 9 ERC Case No. 2005-048 RC. bbox=[800, 1142, 892, 1150]
item-text: In DOE Circular No. DC2019-07-0011 dated 29 July 2019, the DOE affirmed the designation of the IMO as the CRB; bbox=[449, 660, 778, 682]
item-text: Based on initial indicative figures, the estimated market fee charge based on the Luzon Visayas and Mindanao energy forecast is as follows: bbox=[1206, 710, 1556, 732]
